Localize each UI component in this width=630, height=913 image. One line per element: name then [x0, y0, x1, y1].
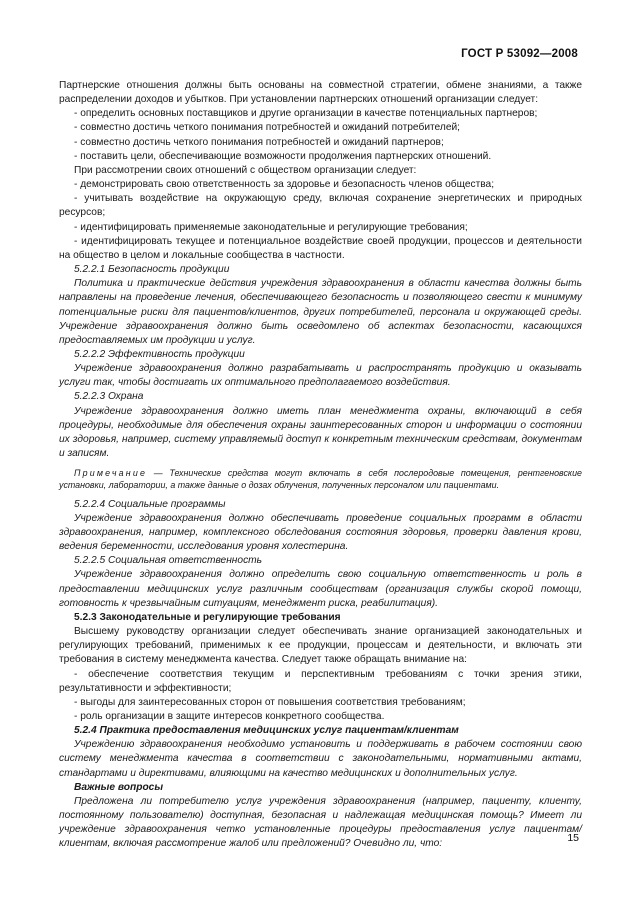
section-heading: 5.2.4 Практика предоставления медицинских услуг пациентам/клиентам [74, 725, 459, 737]
paragraph: Политика и практические действия учреждения здравоохранения в области качества должны быть направлены на проведение лечения, обеспечивающего безопасность и позволяющего свести к минимуму потенциальные риски для пациентов/клиентов, других потребителей, персонала и окружающей среды. Учреждение здравоохранения должно быть осведомлено об аспектах безопасности, касающихся предоставляемых им продукции и услуг. [59, 278, 582, 346]
list-item: - совместно достичь четкого понимания потребностей и ожиданий потребителей; [74, 122, 461, 134]
section-heading: 5.2.2.1 Безопасность продукции [74, 264, 230, 276]
list-item: - учитывать воздействие на окружающую среду, включая сохранение энергетических и природных ресурсов; [59, 193, 582, 219]
paragraph: Предложена ли потребителю услуг учреждения здравоохранения (например, пациенту, клиенту, постоянному пользователю) доступная, безопасная и надлежащая медицинская помощь? Имеет ли учреждение здравоохранения четко установленные процедуры предоставления услуг пациентам/клиентам, включая рассмотрение жалоб или предложений? Очевидно ли, что: [59, 795, 582, 850]
list-item: - демонстрировать свою ответственность за здоровье и безопасность членов общества; [74, 179, 495, 191]
paragraph: Партнерские отношения должны быть основаны на совместной стратегии, обмене знаниями, а также распределении доходов и убытков. При установлении партнерских отношений организации следует: [59, 80, 582, 106]
paragraph: Учреждение здравоохранения должно обеспечивать проведение социальных программ в области здравоохранения, например, комплексного обследования состояния здоровья, проверки давления крови, ведения беременности, исследования уровня холестерина. [59, 512, 582, 553]
note-text: — Технические средства могут включать в себя послеродовые помещения, рентгеновские установки, лаборатории, а также данные о дозах облучения, полученных персоналом или пациентами. [59, 468, 582, 491]
list-item: - выгоды для заинтересованных сторон от повышения соответствия требованиям; [74, 696, 466, 708]
list-item: - идентифицировать применяемые законодательные и регулирующие требования; [74, 221, 468, 233]
paragraph: Учреждение здравоохранения должно разрабатывать и распространять продукцию и оказывать услуги так, чтобы достигать их оптимального предполагаемого воздействия. [59, 363, 582, 389]
list-item: - роль организации в защите интересов конкретного сообщества. [74, 710, 385, 722]
list-item: - идентифицировать текущее и потенциальное воздействие своей продукции, процессов и деятельности на общество в целом и локальные сообщества в частности. [59, 235, 582, 261]
section-heading: 5.2.2.3 Охрана [74, 391, 144, 403]
section-heading: 5.2.2.4 Социальные программы [74, 498, 226, 510]
note [59, 467, 582, 491]
paragraph: Учреждение здравоохранения должно иметь план менеджмента охраны, включающий в себя процедуры, необходимые для обеспечения охраны заинтересованных сторон и информации о состоянии их здоровья, например, систему управляемый доступ к конкретным техническим средствам, документам и записям. [59, 405, 582, 460]
paragraph: Учреждению здравоохранения необходимо установить и поддерживать в рабочем состоянии свою систему менеджмента качества в соответствии с законодательными, нормативными актами, стандартами и директивами, влияющими на качество медицинских и дополнительных услуг. [59, 739, 582, 779]
list-item: - поставить цели, обеспечивающие возможности продолжения партнерских отношений. [74, 150, 492, 162]
paragraph: Учреждение здравоохранения должно определить свою социальную ответственность и роль в предоставлении медицинских услуг различным сообществам (организация службы скорой помощи, готовность к чрезвычайным ситуациям, менеджмент риска, реабилитация). [59, 569, 582, 609]
page-body [59, 79, 582, 852]
paragraph: При рассмотрении своих отношений с обществом организации следует: [74, 164, 417, 176]
section-heading: 5.2.2.2 Эффективность продукции [74, 348, 245, 360]
section-heading: 5.2.3 Законодательные и регулирующие требования [74, 611, 341, 623]
paragraph: Высшему руководству организации следует обеспечивать знание организацией законодательных и регулирующих требований, применимых к ее продукции, процессам и деятельности, и включать эти требования в систему менеджмента качества. Следует также обращать внимание на: [59, 626, 582, 666]
page-number: 15 [567, 832, 579, 844]
section-heading: 5.2.2.5 Социальная ответственность [74, 555, 263, 567]
list-item: - совместно достичь четкого понимания потребностей и ожиданий партнеров; [74, 136, 444, 148]
section-heading: Важные вопросы [74, 781, 164, 793]
list-item: - определить основных поставщиков и другие организации в качестве потенциальных партнеров; [74, 108, 538, 120]
document-header: ГОСТ Р 53092—2008 [461, 48, 578, 60]
note-label: Примечание [74, 468, 148, 479]
list-item: - обеспечение соответствия текущим и перспективным требованиям с точки зрения этики, результативности и эффективности; [59, 668, 582, 694]
